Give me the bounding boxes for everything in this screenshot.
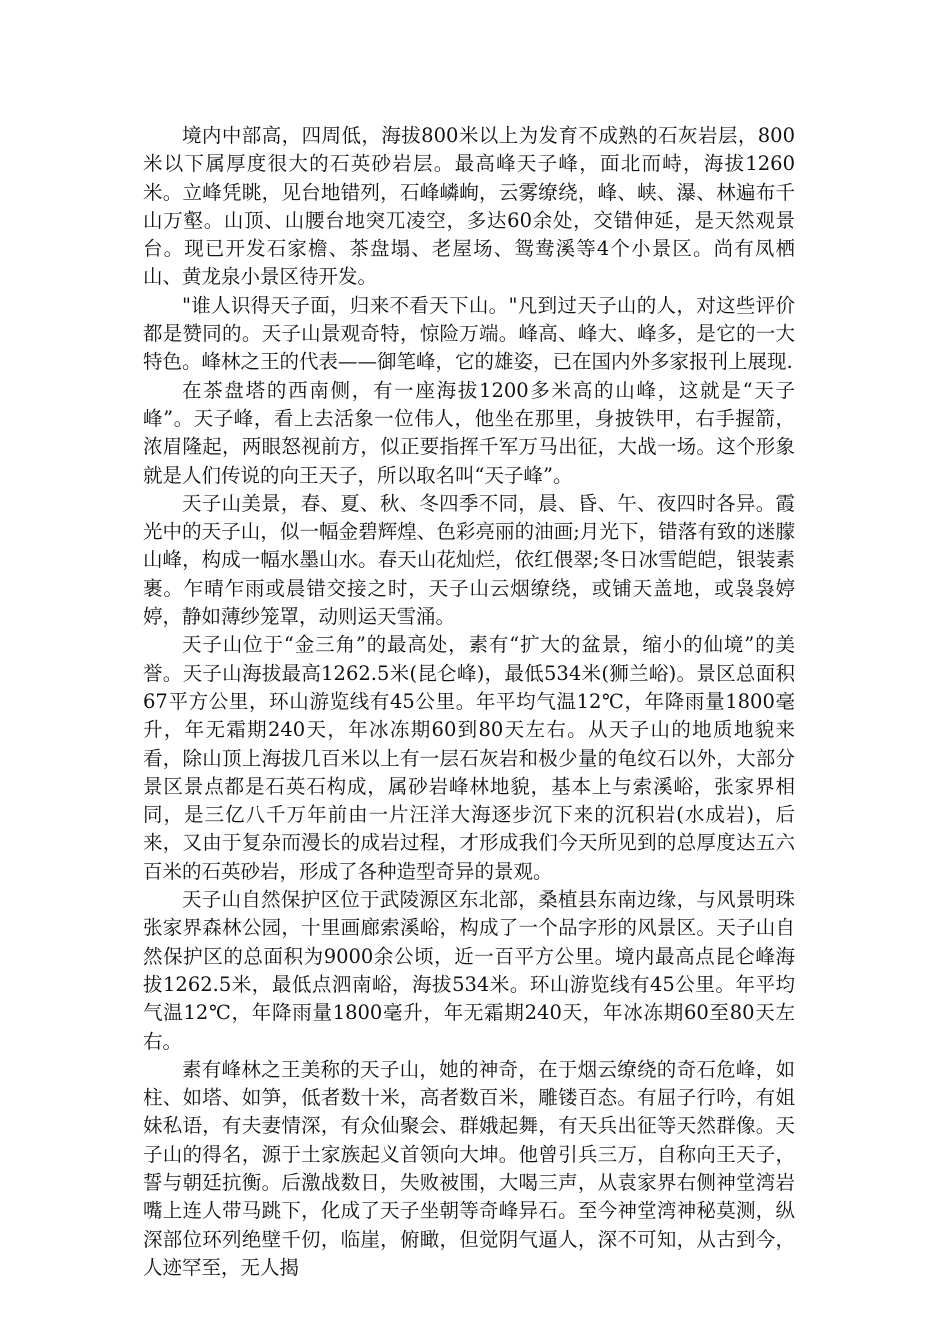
paragraph-1: 境内中部高，四周低，海拔800米以上为发育不成熟的石灰岩层，800米以下属厚度很大的石英砂岩层。最高峰天子峰，面北而峙，海拔1260米。立峰凭眺，见台地错列，石峰嶙峋，云雾缭绕，峰、峡、瀑、林遍布千山万壑。山顶、山腰台地突兀凌空，多达60余处，交错伸延，是天然观景台。现已开发石家檐、茶盘塌、老屋场、鸳鸯溪等4个小景区。尚有凤栖山、黄龙泉小景区待开发。 xyxy=(143,124,795,289)
paragraph-7: 素有峰林之王美称的天子山，她的神奇，在于烟云缭绕的奇石危峰，如柱、如塔、如笋，低者数十米，高者数百米，雕镂百态。有屈子行吟，有姐妹私语，有夫妻情深，有众仙聚会、群娥起舞，有天兵出征等天然群像。天子山的得名，源于土家族起义首领向大坤。他曾引兵三万，自称向王天子，誓与朝廷抗衡。后激战数日，失败被围，大喝三声，从袁家界右侧神堂湾岩嘴上连人带马跳下，化成了天子坐朝等奇峰异石。至今神堂湾神秘莫测，纵深部位环列绝壁千仞，临崖，俯瞰，但觉阴气逼人，深不可知，从古到今，人迹罕至，无人揭 xyxy=(143,1057,795,1279)
paragraph-5: 天子山位于“金三角”的最高处，素有“扩大的盆景，缩小的仙境”的美誉。天子山海拔最高1262.5米(昆仑峰)，最低534米(狮兰峪)。景区总面积67平方公里，环山游览线有45公里。年平均气温12℃，年降雨量1800毫升，年无霜期240天，年冰冻期60到80天左右。从天子山的地质地貌来看，除山顶上海拔几百米以上有一层石灰岩和极少量的龟纹石以外，大部分景区景点都是石英石构成，属砂岩峰林地貌，基本上与索溪峪，张家界相同，是三亿八千万年前由一片汪洋大海逐步沉下来的沉积岩(水成岩)，后来，又由于复杂而漫长的成岩过程，才形成我们今天所见到的总厚度达五六百米的石英砂岩，形成了各种造型奇异的景观。 xyxy=(143,633,795,883)
paragraph-6: 天子山自然保护区位于武陵源区东北部，桑植县东南边缘，与风景明珠张家界森林公园，十里画廊索溪峪，构成了一个品字形的风景区。天子山自然保护区的总面积为9000余公顷，近一百平方公里。境内最高点昆仑峰海拔1262.5米，最低点泗南峪，海拔534米。环山游览线有45公里。年平均气温12℃，年降雨量1800毫升，年无霜期240天，年冰冻期60至80天左右。 xyxy=(143,888,795,1053)
paragraph-2: "谁人识得天子面，归来不看天下山。"凡到过天子山的人，对这些评价都是赞同的。天子山景观奇特，惊险万端。峰高、峰大、峰多，是它的一大特色。峰林之王的代表——御笔峰，它的雄姿，已在国内外多家报刊上展现. xyxy=(143,293,795,374)
paragraph-3: 在茶盘塔的西南侧，有一座海拔1200多米高的山峰，这就是“天子峰”。天子峰，看上去活象一位伟人，他坐在那里，身披铁甲，右手握箭，浓眉隆起，两眼怒视前方，似正要指挥千军万马出征，大战一场。这个形象就是人们传说的向王天子，所以取名叫“天子峰”。 xyxy=(143,378,795,487)
paragraph-4: 天子山美景，春、夏、秋、冬四季不同，晨、昏、午、夜四时各异。霞光中的天子山，似一幅金碧辉煌、色彩亮丽的油画;月光下，错落有致的迷朦山峰，构成一幅水墨山水。春天山花灿烂，依红偎翠;冬日冰雪皑皑，银装素裹。乍晴乍雨或晨错交接之时，天子山云烟缭绕，或铺天盖地，或袅袅婷婷，静如薄纱笼罩，动则运天雪涌。 xyxy=(143,491,795,629)
document-body xyxy=(143,122,795,1282)
